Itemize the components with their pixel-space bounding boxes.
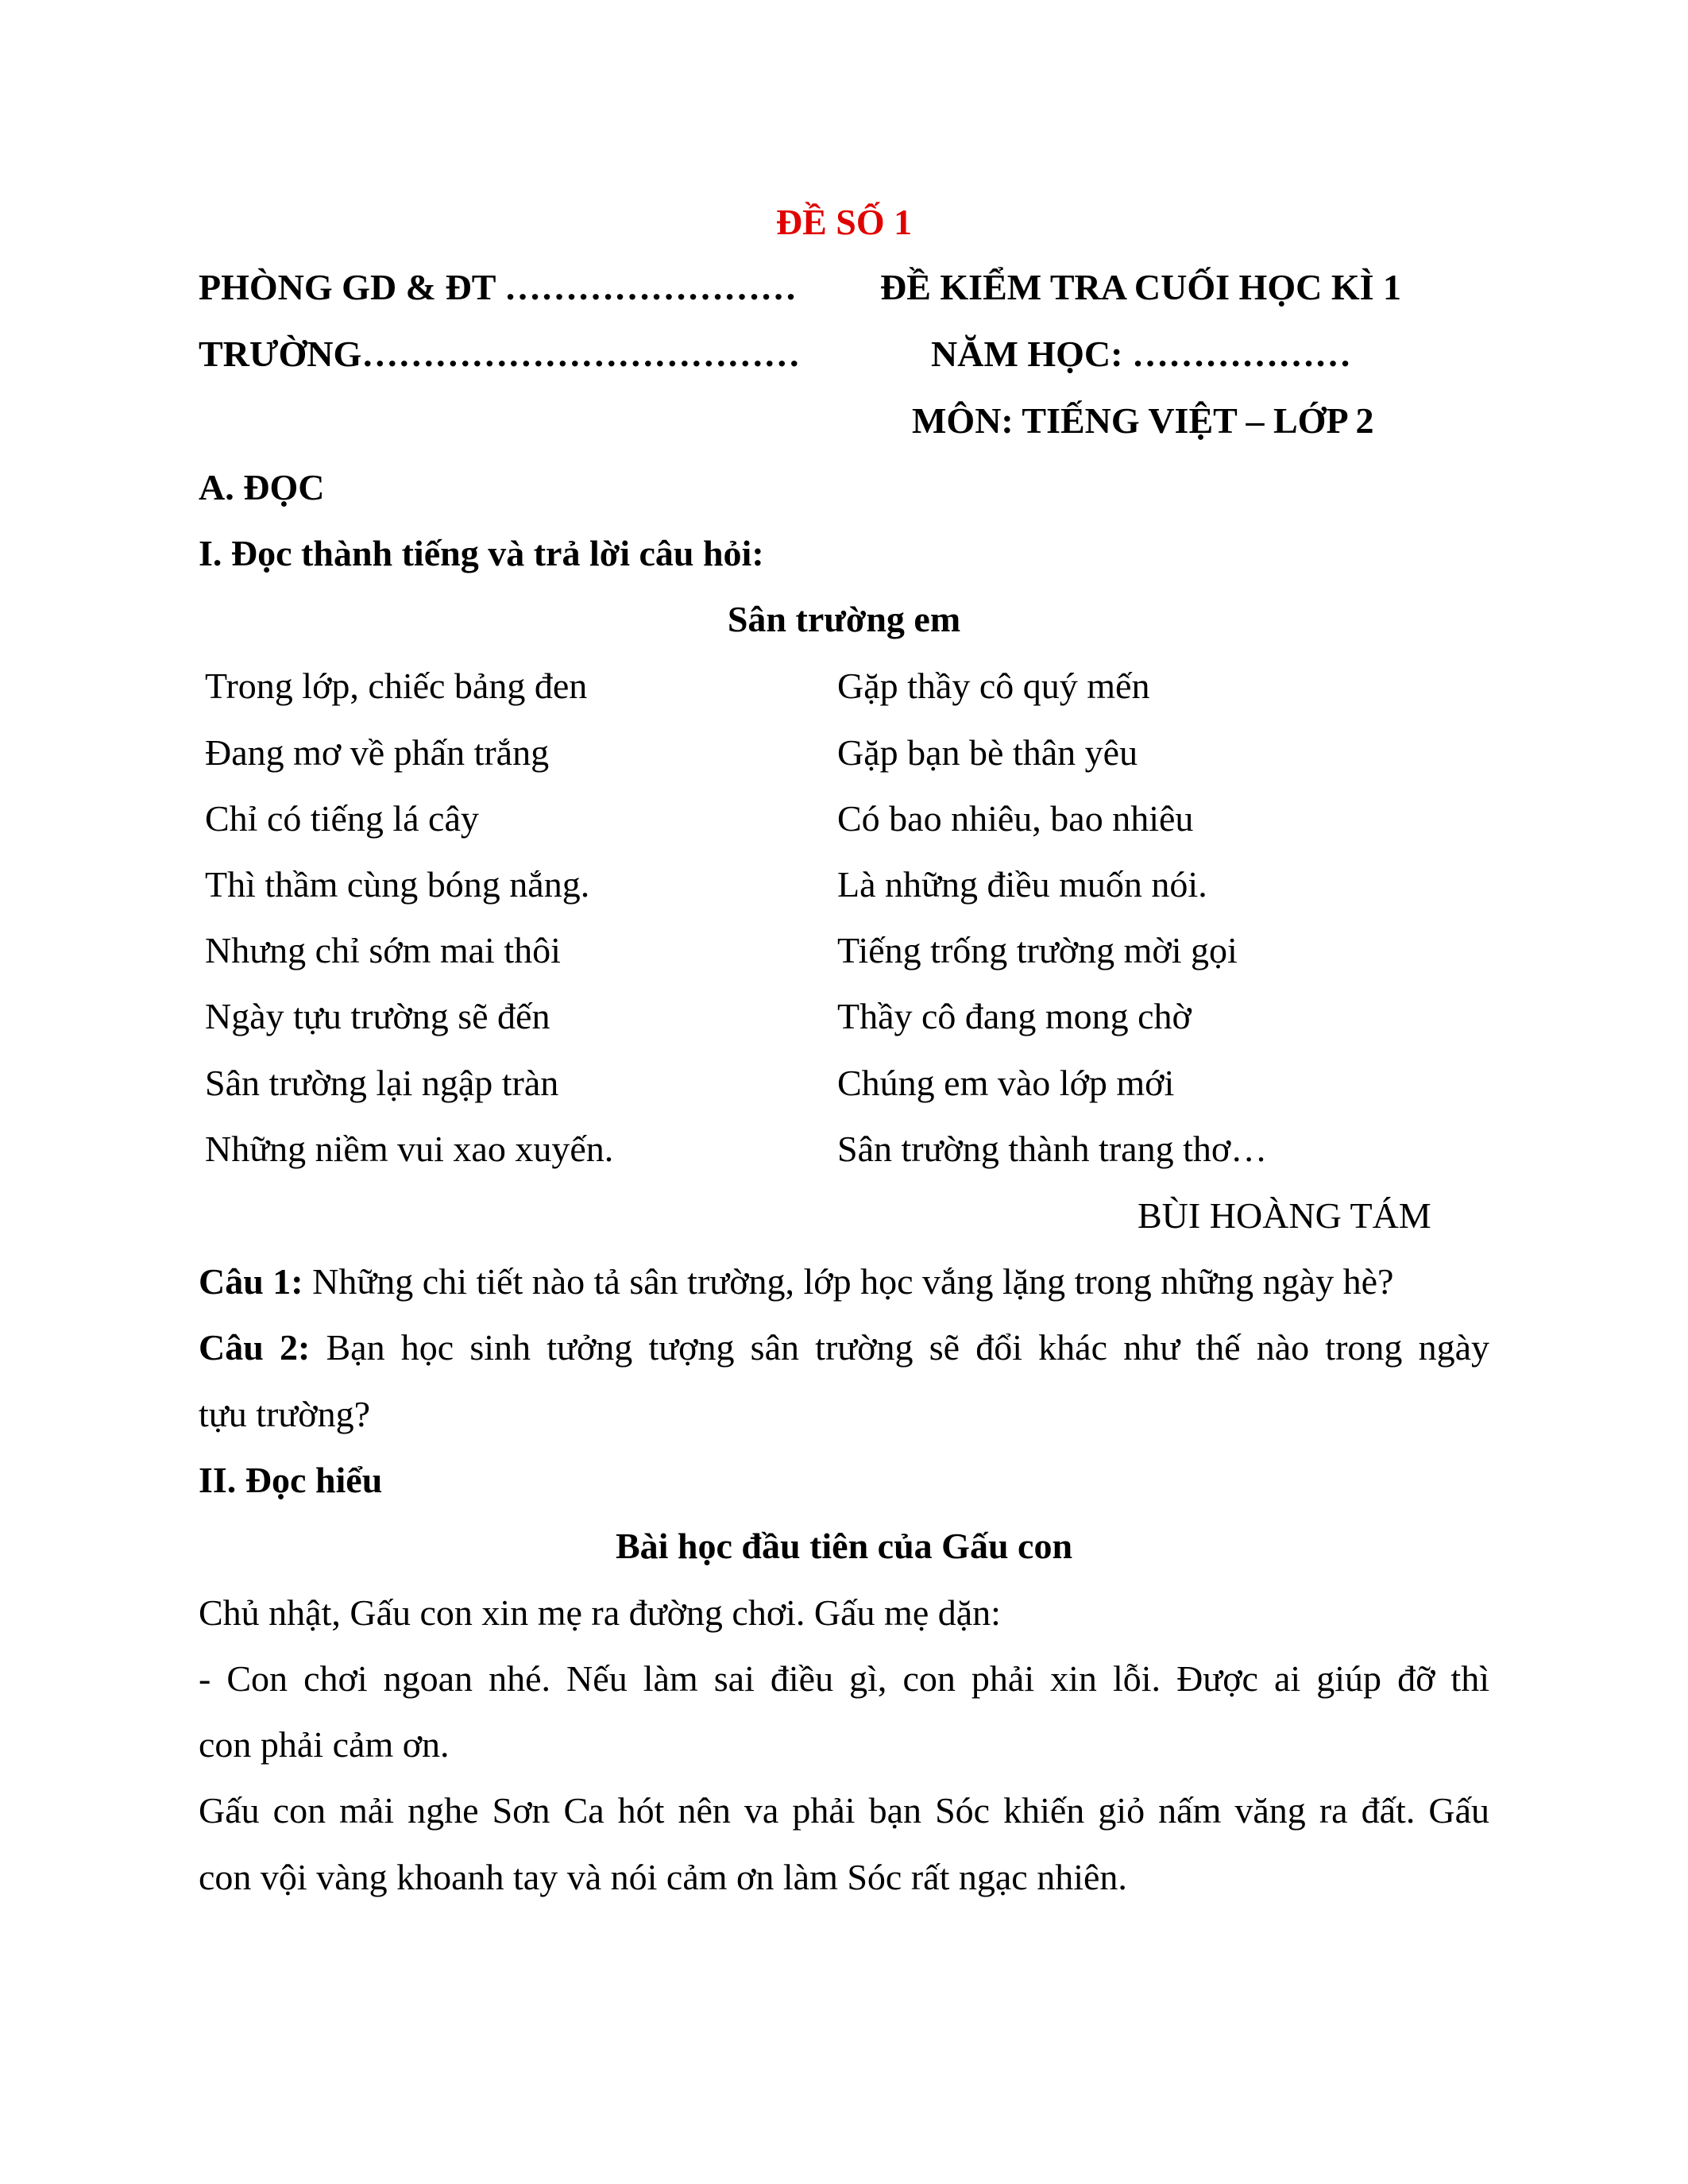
question-2-label: Câu 2: — [199, 1327, 311, 1368]
question-2-text: Bạn học sinh tưởng tượng sân trường sẽ đổi khác như thế nào trong ngày — [310, 1327, 1489, 1368]
poem-line: Ngày tựu trường sẽ đến — [205, 996, 550, 1036]
subject: MÔN: TIẾNG VIỆT – LỚP 2 — [912, 400, 1374, 441]
poem-line: Tiếng trống trường mời gọi — [837, 930, 1238, 970]
poem-line: Gặp bạn bè thân yêu — [837, 732, 1138, 773]
question-1-text: Những chi tiết nào tả sân trường, lớp học vắng lặng trong những ngày hè? — [303, 1261, 1394, 1302]
story-title: Bài học đầu tiên của Gấu con — [615, 1526, 1073, 1566]
section-a-title: A. ĐỌC — [199, 467, 325, 507]
poem-line: Thầy cô đang mong chờ — [837, 996, 1192, 1036]
question-2-line2: tựu trường? — [199, 1394, 370, 1434]
school-year: NĂM HỌC: ……………… — [931, 334, 1351, 374]
story-paragraph-3-line2: con vội vàng khoanh tay và nói cảm ơn làm Sóc rất ngạc nhiên. — [199, 1857, 1127, 1897]
question-2-line1 — [199, 1325, 1489, 1370]
poem-line: Sân trường lại ngập tràn — [205, 1063, 559, 1103]
poem-line: Gặp thầy cô quý mến — [837, 666, 1150, 706]
poem-author: BÙI HOÀNG TÁM — [1138, 1195, 1431, 1236]
story-paragraph-1: Chủ nhật, Gấu con xin mẹ ra đường chơi. Gấu mẹ dặn: — [199, 1592, 1001, 1633]
poem-line: Nhưng chỉ sớm mai thôi — [205, 930, 561, 970]
question-1 — [199, 1260, 1393, 1304]
poem-line: Chúng em vào lớp mới — [837, 1063, 1175, 1103]
poem-line: Những niềm vui xao xuyến. — [205, 1129, 614, 1169]
dept-label: PHÒNG GD & ĐT …………………… — [199, 267, 798, 307]
poem-line: Sân trường thành trang thơ… — [837, 1129, 1268, 1169]
poem-title: Sân trường em — [727, 599, 961, 639]
story-paragraph-2-line1: - Con chơi ngoan nhé. Nếu làm sai điều gì, con phải xin lỗi. Được ai giúp đỡ thì — [199, 1658, 1489, 1699]
school-label: TRƯỜNG……………………………… — [199, 334, 801, 374]
exam-number: ĐỀ SỐ 1 — [775, 202, 913, 242]
poem-line: Đang mơ về phấn trắng — [205, 732, 550, 773]
part2-title: II. Đọc hiểu — [199, 1460, 383, 1500]
story-paragraph-3-line1: Gấu con mải nghe Sơn Ca hót nên va phải bạn Sóc khiến giỏ nấm văng ra đất. Gấu — [199, 1790, 1489, 1831]
poem-line: Chỉ có tiếng lá cây — [205, 798, 479, 839]
exam-title: ĐỀ KIỂM TRA CUỐI HỌC KÌ 1 — [880, 267, 1402, 307]
poem-line: Có bao nhiêu, bao nhiêu — [837, 798, 1194, 839]
poem-line: Là những điều muốn nói. — [837, 864, 1207, 905]
question-1-label: Câu 1: — [199, 1261, 303, 1302]
poem-line: Trong lớp, chiếc bảng đen — [205, 666, 588, 706]
story-paragraph-2-line2: con phải cảm ơn. — [199, 1724, 450, 1765]
part1-title: I. Đọc thành tiếng và trả lời câu hỏi: — [199, 533, 764, 573]
poem-line: Thì thầm cùng bóng nắng. — [205, 864, 590, 905]
